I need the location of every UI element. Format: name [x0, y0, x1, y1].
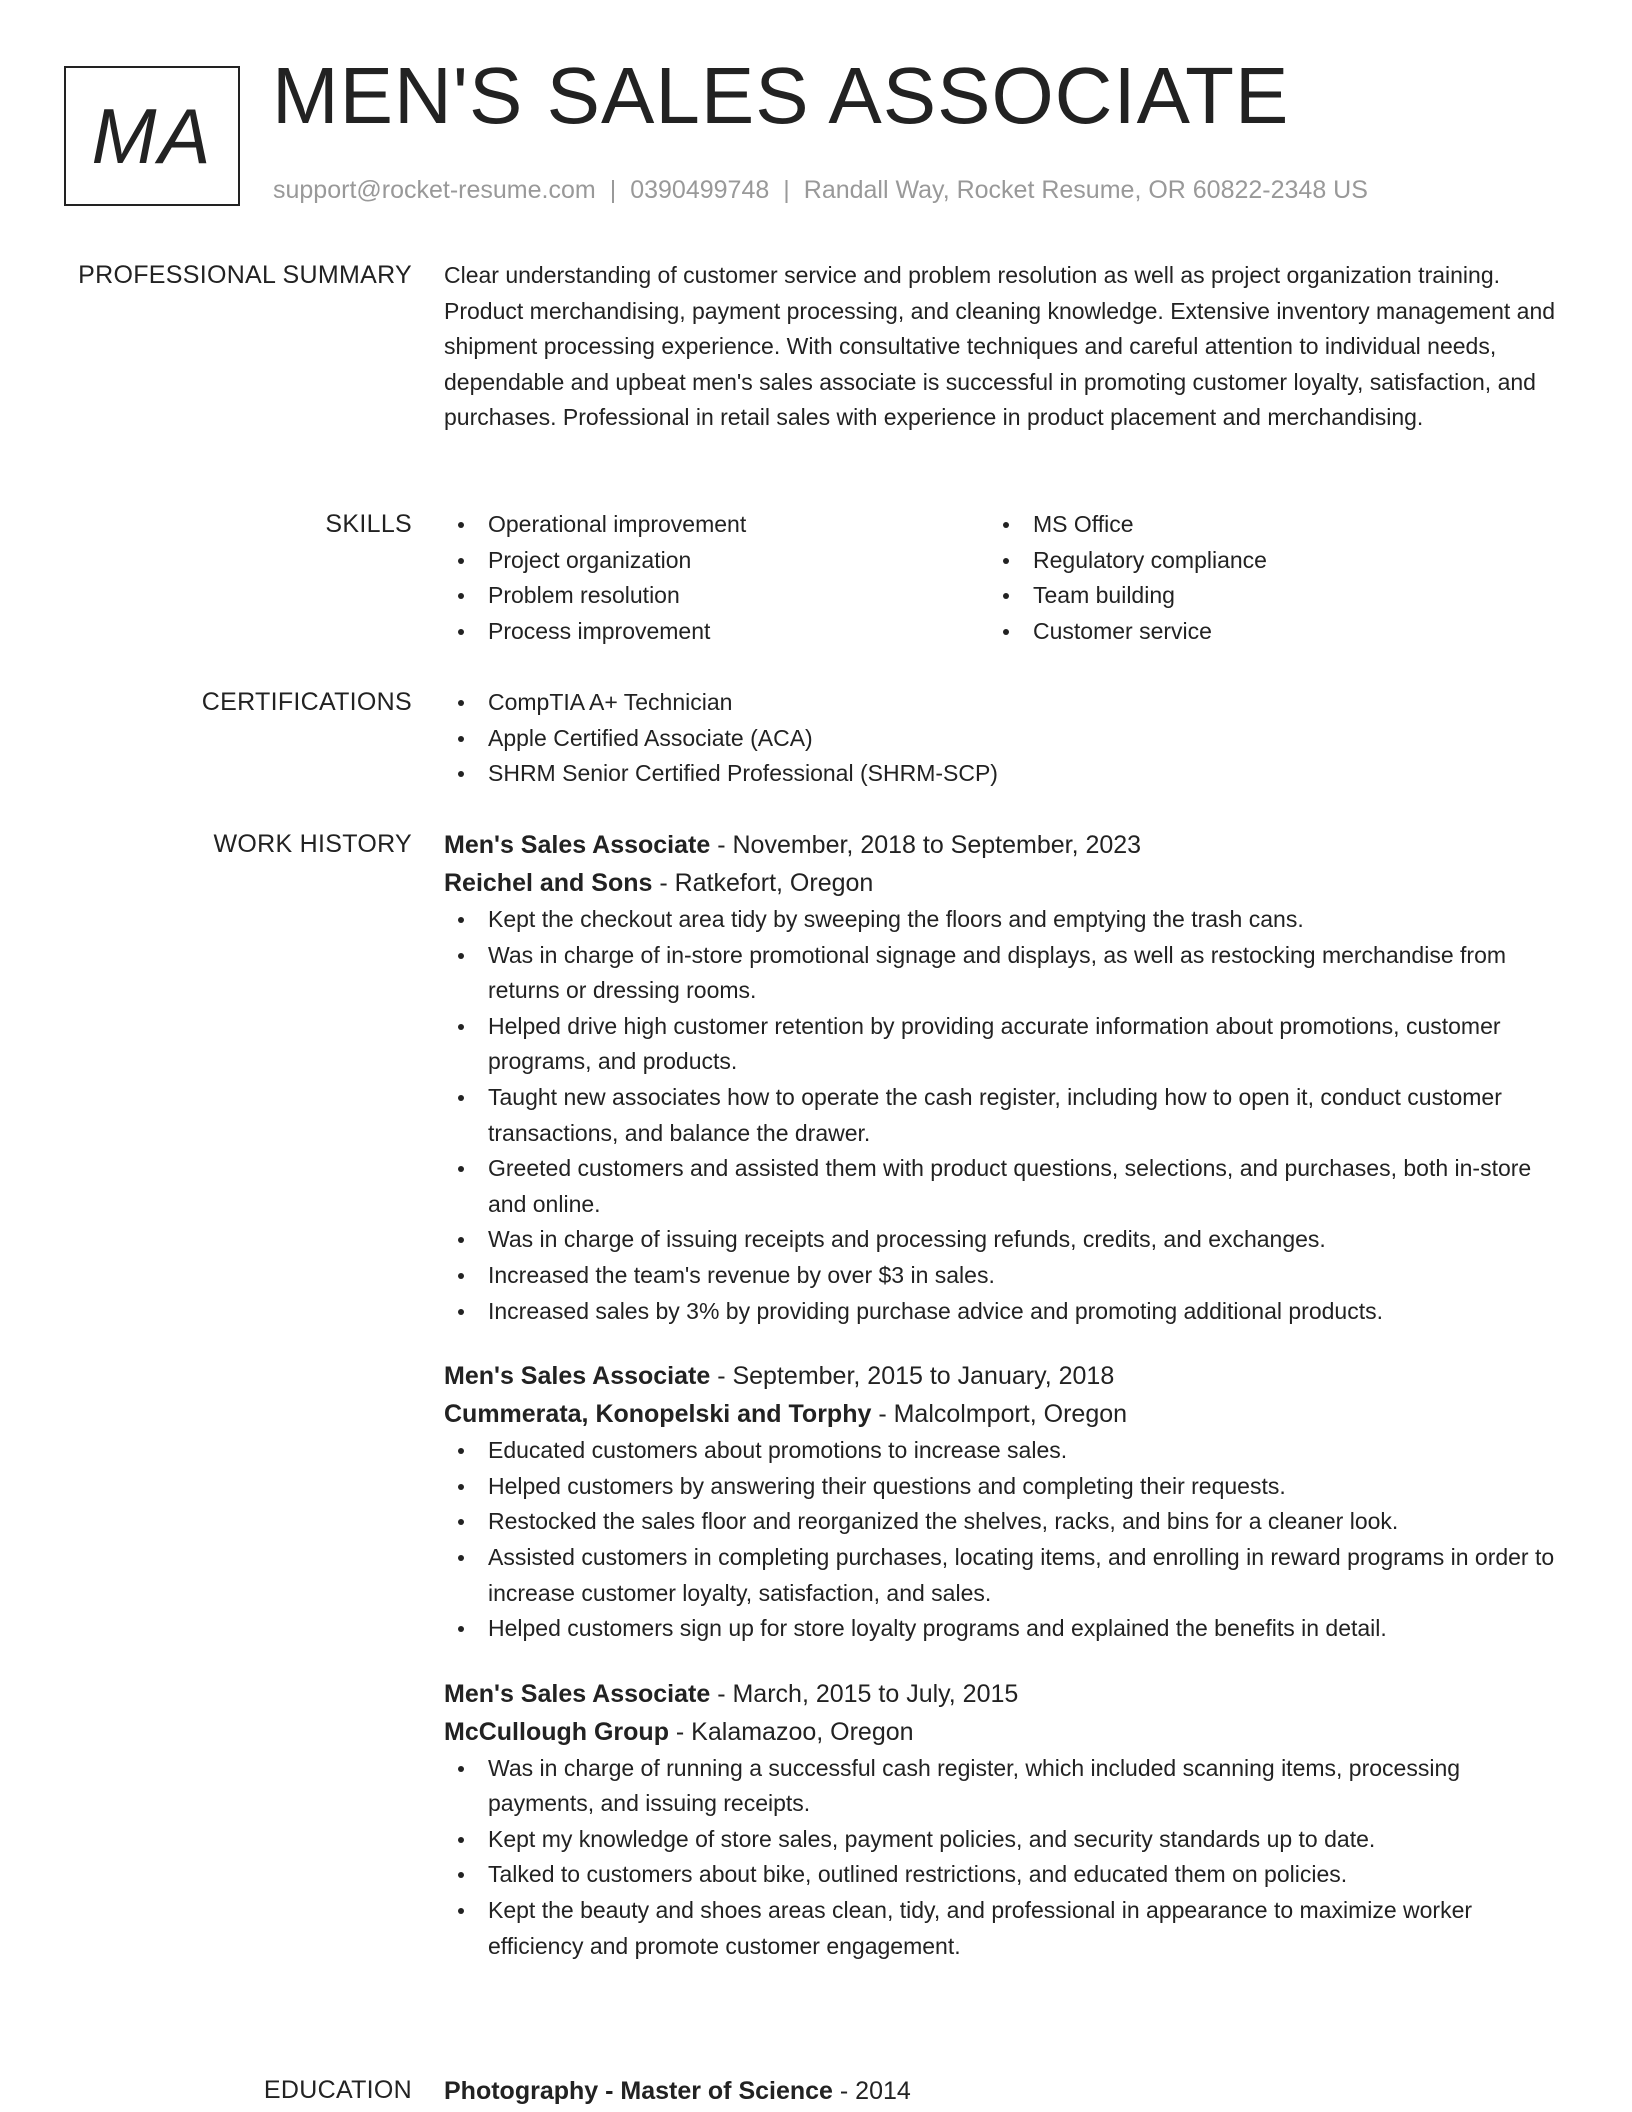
job-bullet: Kept my knowledge of store sales, payment policies, and security standards up to date.: [444, 1822, 1559, 1858]
job-title-line: [444, 826, 1559, 864]
job-dates: - March, 2015 to July, 2015: [710, 1679, 1019, 1708]
summary-text: Clear understanding of customer service and problem resolution as well as project organization training. Product merchandising, payment processing, and cleaning knowledge. Extensive inventory management and shipment processing experience. With consultative techniques and careful attention to individual needs, dependable and upbeat men's sales associate is successful in promoting customer loyalty, satisfaction, and purchases. Professional in retail sales with experience in product placement and merchandising.: [444, 262, 1556, 431]
job-bullet: Helped customers by answering their questions and completing their requests.: [444, 1469, 1559, 1505]
job-bullet: Kept the checkout area tidy by sweeping the floors and emptying the trash cans.: [444, 902, 1559, 938]
job-entry: [444, 1357, 1559, 1647]
skill-item: Project organization: [444, 543, 989, 579]
contact-line: [273, 176, 1368, 205]
job-title-line: [444, 1675, 1559, 1713]
job-bullet: Kept the beauty and shoes areas clean, tidy, and professional in appearance to maximize worker efficiency and promote customer engagement.: [444, 1893, 1559, 1964]
job-bullet: Increased the team's revenue by over $3 in sales.: [444, 1258, 1559, 1294]
job-bullet: Greeted customers and assisted them with product questions, selections, and purchases, both in-store and online.: [444, 1151, 1559, 1222]
skill-item: Regulatory compliance: [989, 543, 1534, 579]
certification-item: CompTIA A+ Technician: [444, 685, 1559, 721]
page-title: MEN'S SALES ASSOCIATE: [272, 51, 1290, 140]
contact-separator: |: [609, 176, 617, 204]
job-title: Men's Sales Associate: [444, 1362, 711, 1391]
section-label-summary: PROFESSIONAL SUMMARY: [78, 261, 412, 289]
job-location: - Ratkefort, Oregon: [652, 869, 874, 897]
contact-separator: |: [783, 176, 790, 204]
job-bullets: [444, 902, 1559, 1329]
job-title-line: [444, 1357, 1559, 1395]
skills-column-2: [989, 507, 1534, 649]
section-label-education: EDUCATION: [263, 2076, 412, 2104]
section-label-certifications: CERTIFICATIONS: [201, 688, 412, 716]
job-title: Men's Sales Associate: [444, 831, 711, 859]
education-body: [444, 2072, 1559, 2110]
skills-body: [444, 507, 1559, 649]
monogram-initials: MA: [91, 91, 213, 180]
job-title: Men's Sales Associate: [444, 1679, 711, 1708]
job-bullets: [444, 1433, 1559, 1647]
monogram-box: [64, 66, 240, 206]
education-degree: Photography - Master of Science: [444, 2077, 833, 2105]
skill-item: Process improvement: [444, 614, 989, 650]
skills-grid: [444, 507, 1559, 649]
job-company: Reichel and Sons: [444, 869, 653, 897]
section-label-work-history: WORK HISTORY: [213, 830, 412, 858]
skill-item: Problem resolution: [444, 578, 989, 614]
job-bullet: Increased sales by 3% by providing purchase advice and promoting additional products.: [444, 1294, 1559, 1330]
job-bullet: Was in charge of issuing receipts and processing refunds, credits, and exchanges.: [444, 1222, 1559, 1258]
job-company: McCullough Group: [444, 1717, 669, 1746]
job-company-line: [444, 1713, 1559, 1751]
job-dates: - September, 2015 to January, 2018: [710, 1362, 1115, 1391]
skill-item: MS Office: [989, 507, 1534, 543]
job-location: - Malcolmport, Oregon: [871, 1400, 1128, 1429]
job-bullet: Taught new associates how to operate the cash register, including how to open it, conduct customer transactions, and balance the drawer.: [444, 1080, 1559, 1151]
job-bullet: Helped drive high customer retention by providing accurate information about promotions, customer programs, and products.: [444, 1009, 1559, 1080]
job-company-line: [444, 864, 1559, 902]
skill-item: Team building: [989, 578, 1534, 614]
section-label-skills: SKILLS: [325, 510, 412, 538]
education-year: - 2014: [832, 2077, 911, 2105]
certifications-list: [444, 685, 1559, 792]
skills-column-1: [444, 507, 989, 649]
education-line: [444, 2072, 1559, 2110]
skill-item: Customer service: [989, 614, 1534, 650]
certification-item: SHRM Senior Certified Professional (SHRM-SCP): [444, 756, 1559, 792]
contact-address: Randall Way, Rocket Resume, OR 60822-2348 US: [803, 176, 1368, 204]
work-history-body: [444, 826, 1559, 1964]
job-bullet: Restocked the sales floor and reorganized the shelves, racks, and bins for a cleaner look.: [444, 1504, 1559, 1540]
certifications-body: [444, 685, 1559, 792]
job-entry: [444, 826, 1559, 1329]
job-bullet: Talked to customers about bike, outlined restrictions, and educated them on policies.: [444, 1857, 1559, 1893]
contact-phone: 0390499748: [630, 176, 770, 204]
certification-item: Apple Certified Associate (ACA): [444, 721, 1559, 757]
job-dates: - November, 2018 to September, 2023: [710, 831, 1142, 859]
job-company-line: [444, 1395, 1559, 1433]
skill-item: Operational improvement: [444, 507, 989, 543]
job-bullet: Was in charge of in-store promotional signage and displays, as well as restocking merchandise from returns or dressing rooms.: [444, 938, 1559, 1009]
job-company: Cummerata, Konopelski and Torphy: [444, 1400, 872, 1429]
job-entry: [444, 1675, 1559, 1965]
contact-email: support@rocket-resume.com: [273, 176, 596, 204]
job-bullet: Educated customers about promotions to increase sales.: [444, 1433, 1559, 1469]
job-bullets: [444, 1751, 1559, 1965]
summary-body: [444, 258, 1559, 436]
job-bullet: Assisted customers in completing purchases, locating items, and enrolling in reward programs in order to increase customer loyalty, satisfaction, and sales.: [444, 1540, 1559, 1611]
job-location: - Kalamazoo, Oregon: [668, 1717, 914, 1746]
job-bullet: Was in charge of running a successful cash register, which included scanning items, processing payments, and issuing receipts.: [444, 1751, 1559, 1822]
job-bullet: Helped customers sign up for store loyalty programs and explained the benefits in detail.: [444, 1611, 1559, 1647]
